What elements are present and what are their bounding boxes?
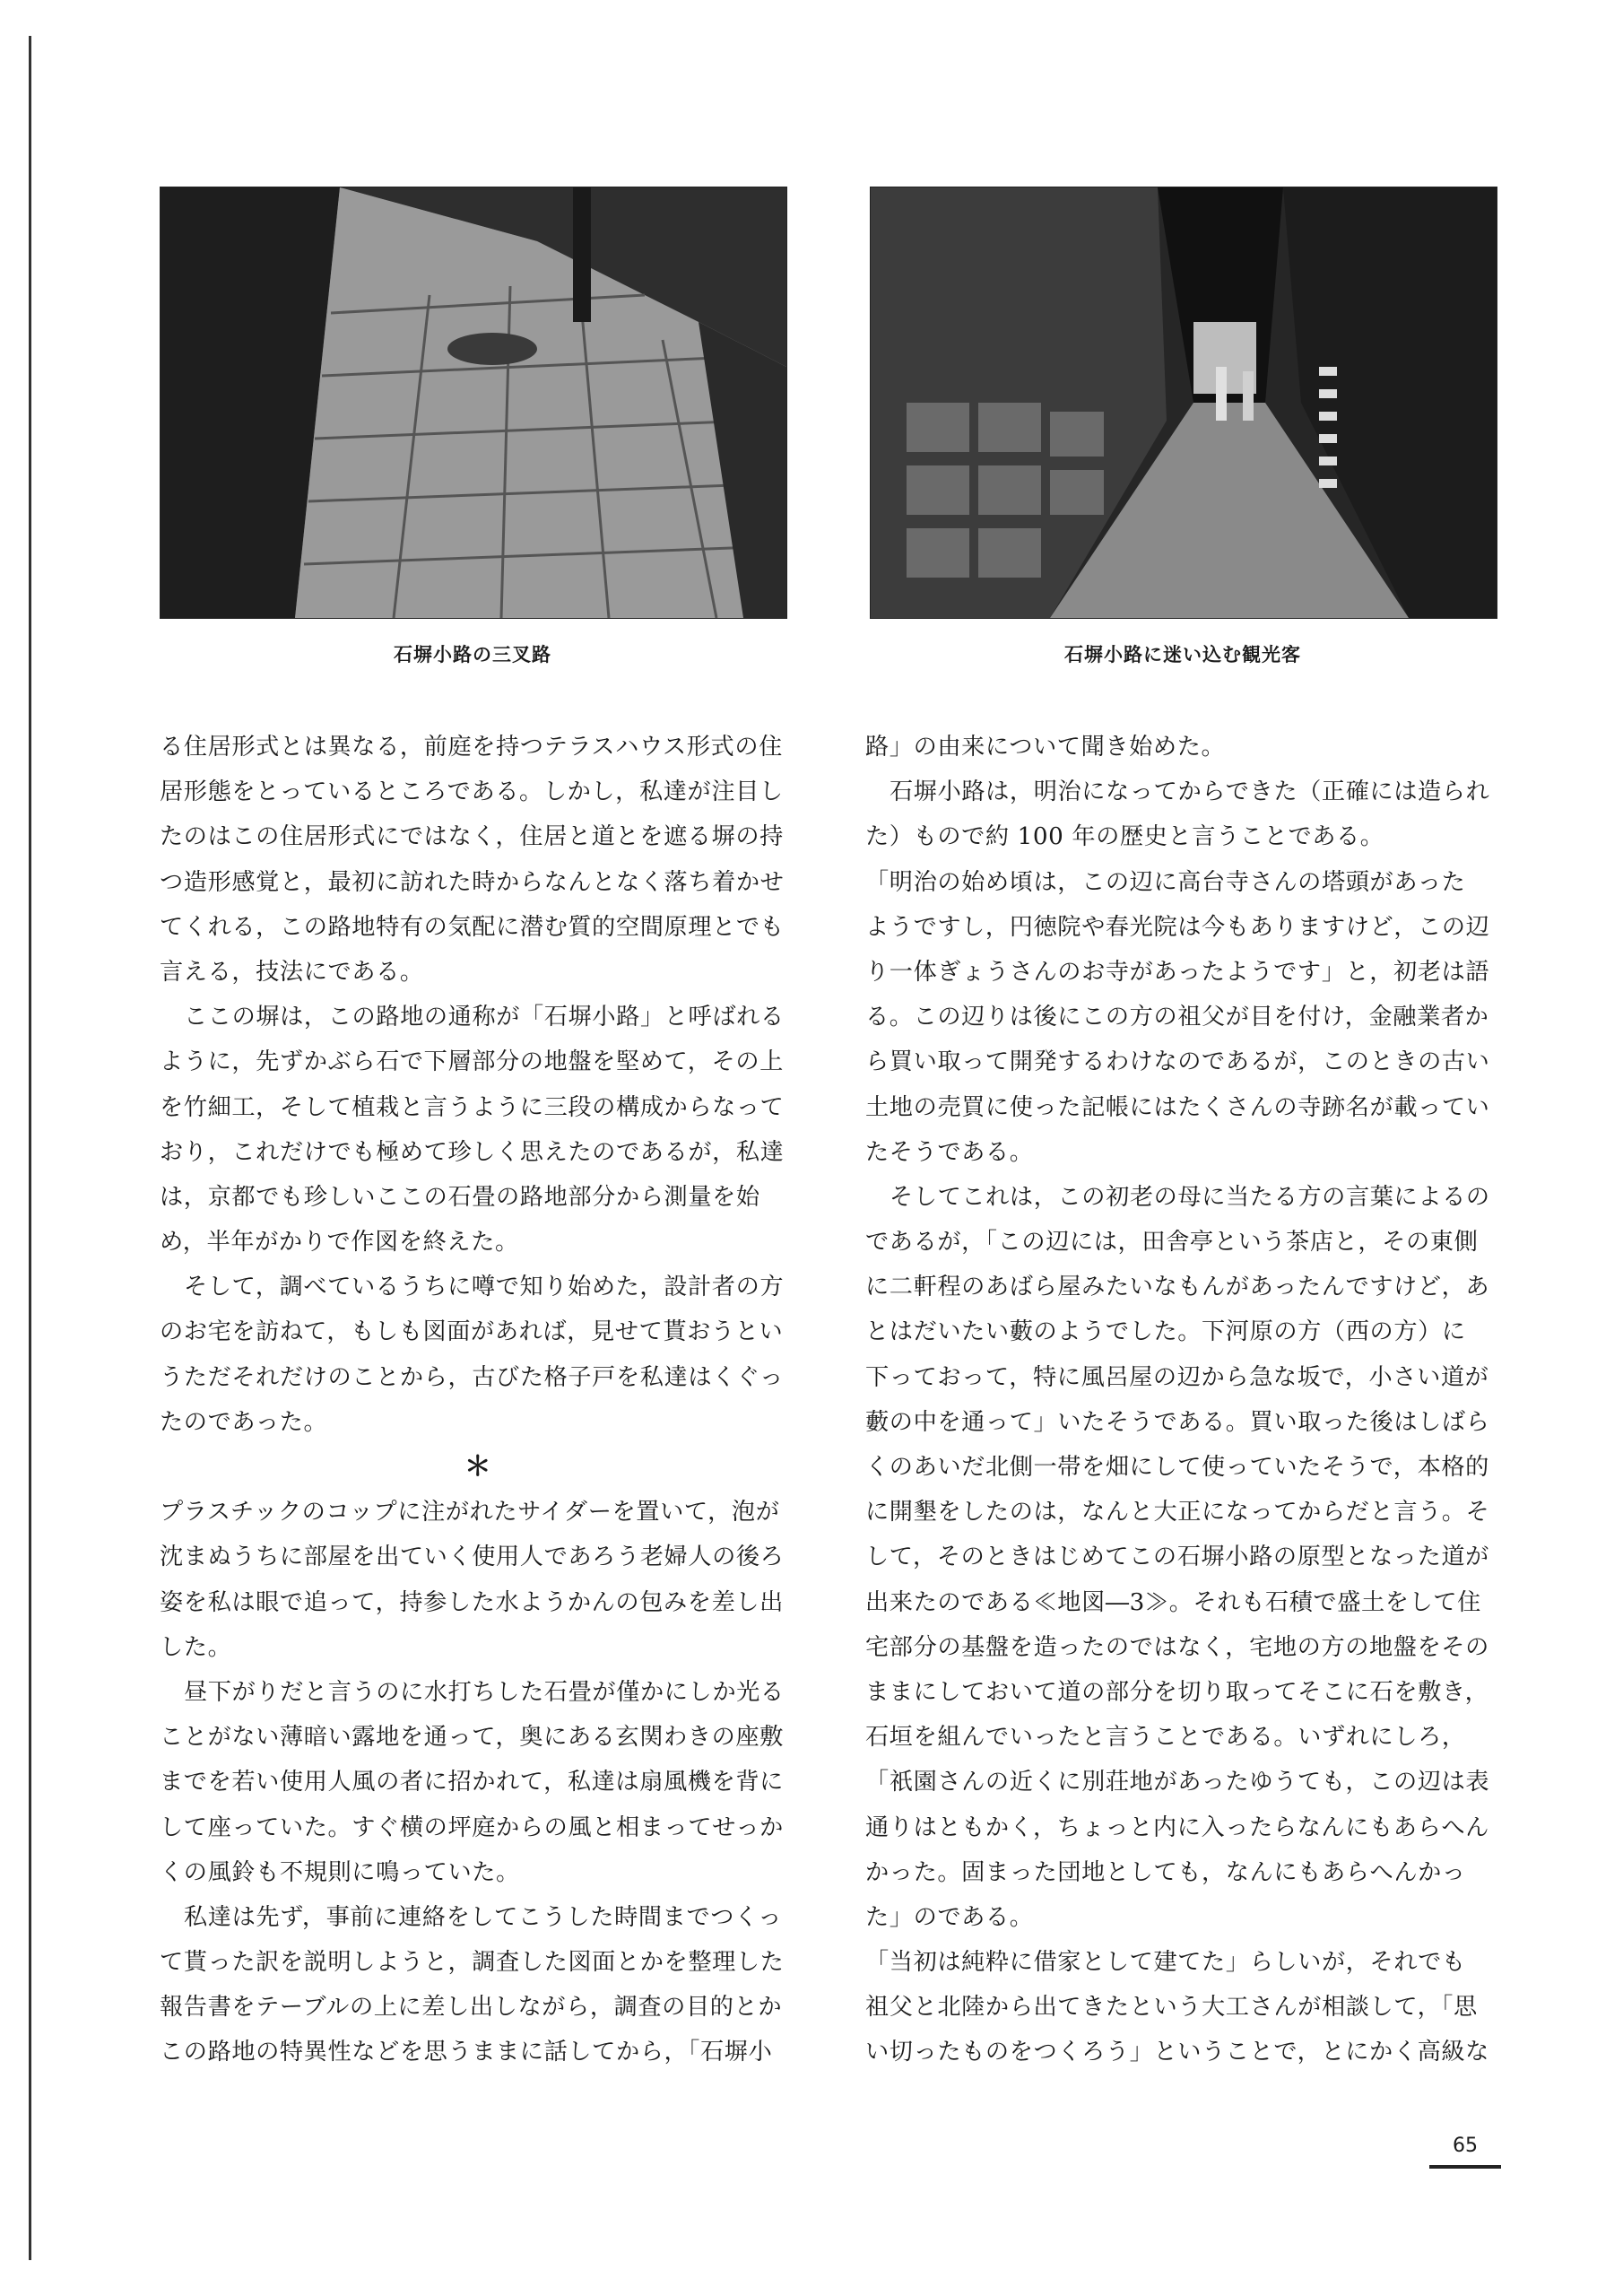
- text-line: た）もので約 100 年の歴史と言うことである。: [865, 823, 1384, 851]
- text-line: に開墾をしたのは，なんと大正になってからだと言う。そ: [865, 1499, 1490, 1526]
- section-break-asterisk: ＊: [464, 1451, 492, 1483]
- text-line: であるが，「この辺には，田舎亭という茶店と，その東側: [865, 1229, 1479, 1257]
- text-line: ら買い取って開発するわけなのであるが，このときの古い: [865, 1048, 1490, 1076]
- text-line: てくれる，この路地特有の気配に潜む質的空間原理とでも: [160, 913, 785, 941]
- text-line: 昼下がりだと言うのに水打ちした石畳が僅かにしか光る: [184, 1678, 785, 1706]
- text-line: たそうである。: [865, 1138, 1034, 1166]
- binding-edge-line: [29, 36, 31, 2260]
- photo-stone-path-fork: [160, 187, 787, 619]
- text-line: そしてこれは，この初老の母に当たる方の言葉によるの: [890, 1183, 1490, 1211]
- text-line: 「祇園さんの近くに別荘地があったゆうても，この辺は表: [865, 1769, 1490, 1796]
- text-line: 出来たのである≪地図―3≫。それも石積で盛土をして住: [865, 1588, 1481, 1616]
- text-line: た」のである。: [865, 1903, 1034, 1931]
- page-number: 65: [1453, 2135, 1478, 2157]
- text-line: め，半年がかりで作図を終えた。: [160, 1229, 519, 1257]
- text-column-right: [865, 725, 1502, 2075]
- text-line: のお宅を訪ねて，もしも図面があれば，見せて貰おうとい: [160, 1318, 784, 1346]
- text-line: ように，先ずかぶら石で下層部分の地盤を堅めて，その上: [160, 1048, 784, 1076]
- text-line: ようですし，円徳院や春光院は今もありますけど，この辺: [865, 913, 1490, 941]
- text-line: 石垣を組んでいったと言うことである。いずれにしろ，: [865, 1724, 1466, 1752]
- text-line: たのはこの住居形式にではなく，住居と道とを遮る塀の持: [160, 823, 784, 851]
- text-line: 「明治の始め頃は，この辺に高台寺さんの塔頭があった: [865, 868, 1466, 896]
- text-line: ままにしておいて道の部分を切り取ってそこに石を敷き，: [865, 1678, 1489, 1706]
- text-line: して座っていた。すぐ横の坪庭からの風と相まってせっか: [160, 1813, 784, 1841]
- text-line: までを若い使用人風の者に招かれて，私達は扇風機を背に: [160, 1769, 784, 1796]
- text-column-left: [160, 725, 796, 2075]
- text-line: 宅部分の基盤を造ったのではなく，宅地の方の地盤をその: [865, 1633, 1489, 1661]
- page-number-rule: [1429, 2165, 1501, 2169]
- text-line: そして，調べているうちに噂で知り始めた，設計者の方: [184, 1274, 785, 1301]
- text-line: した。: [160, 1633, 232, 1661]
- text-line: 藪の中を通って」いたそうである。買い取った後はしばら: [865, 1408, 1490, 1436]
- text-line: は，京都でも珍しいここの石畳の路地部分から測量を始: [160, 1183, 760, 1211]
- text-line: 私達は先ず，事前に連絡をしてこうした時間までつくっ: [184, 1903, 783, 1931]
- text-line: くの風鈴も不規則に鳴っていた。: [160, 1858, 520, 1886]
- text-line: て貰った訳を説明しようと，調査した図面とかを整理した: [160, 1949, 785, 1977]
- text-line: かった。固まった団地としても，なんにもあらへんかっ: [865, 1858, 1466, 1886]
- text-line: つ造形感覚と，最初に訪れた時からなんとなく落ち着かせ: [160, 868, 785, 896]
- figure-caption-right: 石塀小路に迷い込む観光客: [1064, 644, 1301, 665]
- text-line: 祖父と北陸から出てきたという大工さんが相談して，「思: [865, 1994, 1478, 2022]
- text-line: 言える，技法にである。: [160, 958, 424, 986]
- text-line: ここの塀は，この路地の通称が「石塀小路」と呼ばれる: [184, 1004, 785, 1031]
- text-line: 下っておって，特に風呂屋の辺から急な坂で，小さい道が: [865, 1363, 1489, 1391]
- text-line: 通りはともかく，ちょっと内に入ったらなんにもあらへん: [865, 1813, 1489, 1841]
- text-line: り一体ぎょうさんのお寺があったようです」と，初老は語: [865, 958, 1490, 986]
- text-line: る。この辺りは後にこの方の祖父が目を付け，金融業者か: [865, 1004, 1489, 1031]
- text-line: くのあいだ北側一帯を畑にして使っていたそうで，本格的: [865, 1454, 1489, 1481]
- text-line: い切ったものをつくろう」ということで，とにかく高級な: [865, 2039, 1489, 2066]
- text-line: 報告書をテーブルの上に差し出しながら，調査の目的とか: [160, 1994, 783, 2022]
- text-line: る住居形式とは異なる，前庭を持つテラスハウス形式の住: [160, 734, 783, 761]
- text-line: 沈まぬうちに部屋を出ていく使用人であろう老婦人の後ろ: [160, 1544, 785, 1571]
- text-line: して，そのときはじめてこの石塀小路の原型となった道が: [865, 1544, 1489, 1571]
- text-line: 居形態をとっているところである。しかし，私達が注目し: [160, 778, 784, 806]
- text-line: 石塀小路は，明治になってからできた（正確には造られ: [890, 778, 1490, 806]
- text-line: 「当初は純粋に借家として建てた」らしいが，それでも: [865, 1949, 1466, 1977]
- text-line: を竹細工，そして植栽と言うように三段の構成からなって: [160, 1093, 785, 1121]
- text-line: プラスチックのコップに注がれたサイダーを置いて，泡が: [160, 1499, 780, 1526]
- text-line: うただそれだけのことから，古びた格子戸を私達はくぐっ: [160, 1363, 784, 1391]
- text-line: 姿を私は眼で追って，持参した水ようかんの包みを差し出: [160, 1588, 784, 1616]
- text-line: とはだいたい藪のようでした。下河原の方（西の方）に: [865, 1318, 1466, 1346]
- text-line: 土地の売買に使った記帳にはたくさんの寺跡名が載ってい: [865, 1093, 1490, 1121]
- text-line: に二軒程のあばら屋みたいなもんがあったんですけど，あ: [865, 1274, 1490, 1301]
- text-line: たのであった。: [160, 1408, 328, 1436]
- text-line: この路地の特異性などを思うままに話してから，「石塀小: [160, 2039, 773, 2066]
- text-line: 路」の由来について聞き始めた。: [865, 734, 1226, 761]
- figure-caption-left: 石塀小路の三叉路: [394, 644, 551, 665]
- photo-tourists-in-lane: [870, 187, 1497, 619]
- text-line: おり，これだけでも極めて珍しく思えたのであるが，私達: [160, 1138, 785, 1166]
- text-line: ことがない薄暗い露地を通って，奥にある玄関わきの座敷: [160, 1724, 784, 1752]
